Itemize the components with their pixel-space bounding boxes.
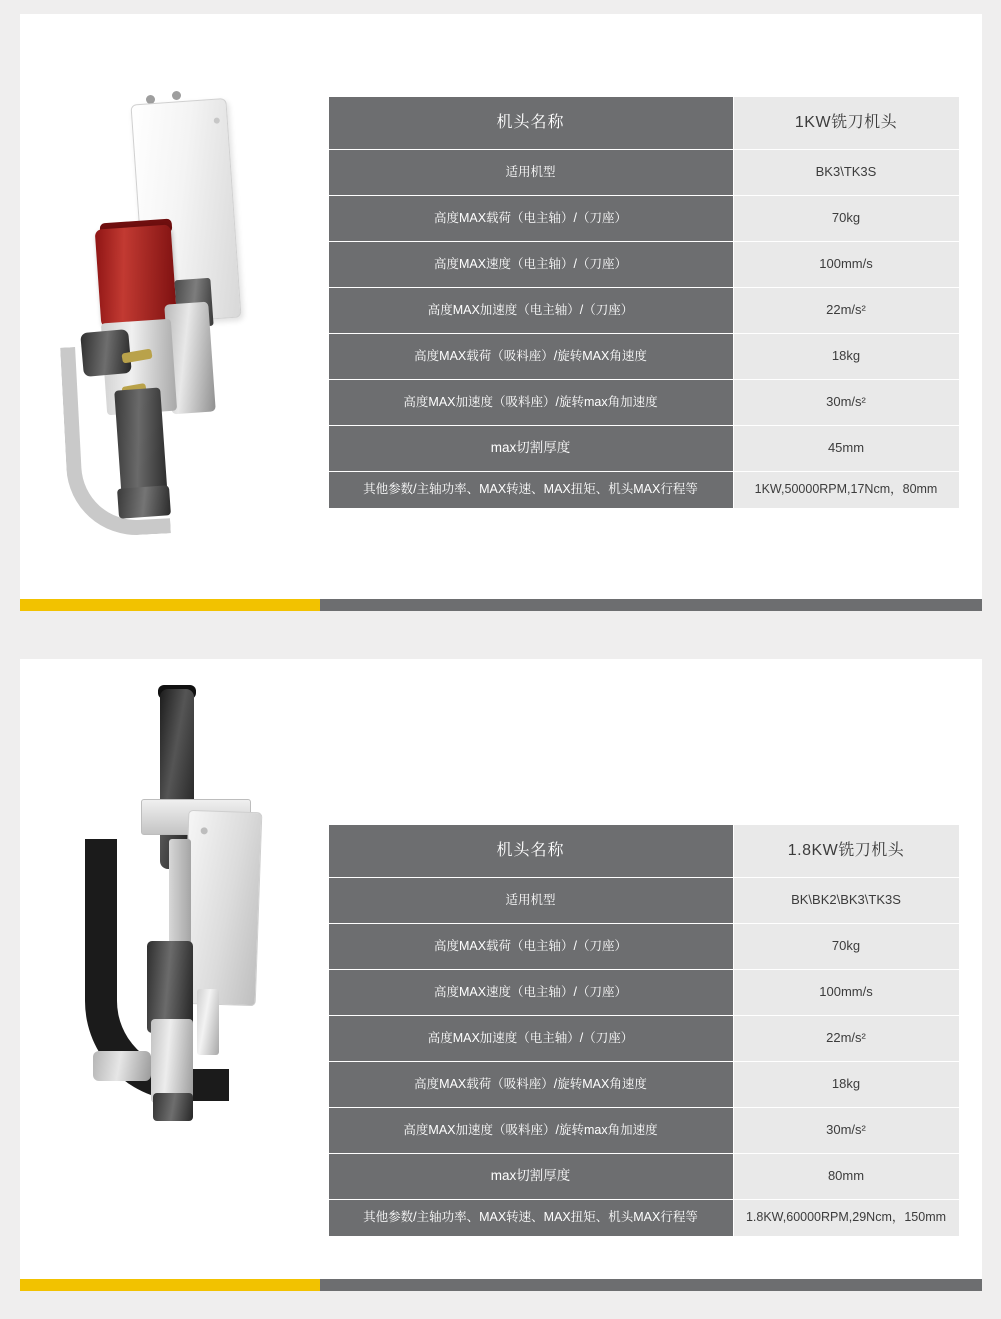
milling-head-illustration-2 [65,689,295,1159]
spec-value: 22m/s² [733,1016,959,1062]
spindle-housing [151,1019,193,1103]
table-row [328,970,959,1016]
spec-label: 高度MAX载荷（吸料座）/旋转MAX角速度 [328,1062,733,1108]
spec-label: 其他参数/主轴功率、MAX转速、MAX扭矩、机头MAX行程等 [328,472,733,509]
spec-label: 高度MAX加速度（吸料座）/旋转max角加速度 [328,380,733,426]
table-row [328,288,959,334]
table-row [328,1200,959,1237]
spec-value: 80mm [733,1154,959,1200]
presser-foot [117,485,171,519]
spec-label: 高度MAX载荷（吸料座）/旋转MAX角速度 [328,334,733,380]
spec-label: 机头名称 [328,97,733,150]
spec-label: 高度MAX加速度（吸料座）/旋转max角加速度 [328,1108,733,1154]
spec-value: 1KW铣刀机头 [733,97,959,150]
product-image-1 [20,14,320,599]
spec-table-2 [328,824,960,1237]
presser-foot [153,1093,193,1121]
spec-table-container-1 [320,14,982,599]
spec-label: 高度MAX载荷（电主轴）/（刀座） [328,196,733,242]
spec-value: 30m/s² [733,1108,959,1154]
spec-value: 18kg [733,334,959,380]
table-row [328,825,959,878]
spec-value: 100mm/s [733,970,959,1016]
table-row [328,97,959,150]
spec-value: 70kg [733,924,959,970]
spec-table-1 [328,96,960,509]
spec-label: 高度MAX加速度（电主轴）/（刀座） [328,288,733,334]
table-row [328,426,959,472]
spec-label: 高度MAX加速度（电主轴）/（刀座） [328,1016,733,1062]
table-row [328,1016,959,1062]
table-row [328,472,959,509]
accent-bar-grey [320,1279,982,1291]
spec-label: 其他参数/主轴功率、MAX转速、MAX扭矩、机头MAX行程等 [328,1200,733,1237]
table-row [328,1062,959,1108]
table-row [328,1154,959,1200]
spec-label: 高度MAX载荷（电主轴）/（刀座） [328,924,733,970]
accent-bar-yellow [20,599,320,611]
table-row [328,380,959,426]
spec-table-container-2 [310,659,982,1279]
spec-value: 1.8KW铣刀机头 [733,825,959,878]
spec-value: 18kg [733,1062,959,1108]
table-row [328,242,959,288]
spec-value: 1.8KW,60000RPM,29Ncm，150mm [733,1200,959,1237]
table-row [328,150,959,196]
spec-value: BK3\TK3S [733,150,959,196]
accent-bar-2 [20,1279,982,1291]
spec-label: 高度MAX速度（电主轴）/（刀座） [328,242,733,288]
product-card-2 [20,659,982,1279]
mounting-plate [181,810,262,1006]
milling-head-illustration-1 [60,89,290,539]
spec-value: 1KW,50000RPM,17Ncm，80mm [733,472,959,509]
table-row [328,196,959,242]
table-row [328,924,959,970]
bolt-icon [172,91,181,100]
table-row [328,1108,959,1154]
spec-value: 45mm [733,426,959,472]
table-row [328,334,959,380]
spec-label: max切割厚度 [328,426,733,472]
hose-end-fitting [93,1051,151,1081]
spec-label: max切割厚度 [328,1154,733,1200]
tool-holder [114,388,168,501]
spec-label: 适用机型 [328,878,733,924]
accent-bar-grey [320,599,982,611]
spec-label: 机头名称 [328,825,733,878]
side-cylinder [197,989,219,1055]
spec-value: 100mm/s [733,242,959,288]
spec-label: 高度MAX速度（电主轴）/（刀座） [328,970,733,1016]
product-card-1 [20,14,982,599]
spec-value: 22m/s² [733,288,959,334]
spec-label: 适用机型 [328,150,733,196]
table-row [328,878,959,924]
spec-value: 70kg [733,196,959,242]
accent-bar-yellow [20,1279,320,1291]
accent-bar-1 [20,599,982,611]
product-image-2 [20,659,310,1279]
spec-value: BK\BK2\BK3\TK3S [733,878,959,924]
spec-value: 30m/s² [733,380,959,426]
